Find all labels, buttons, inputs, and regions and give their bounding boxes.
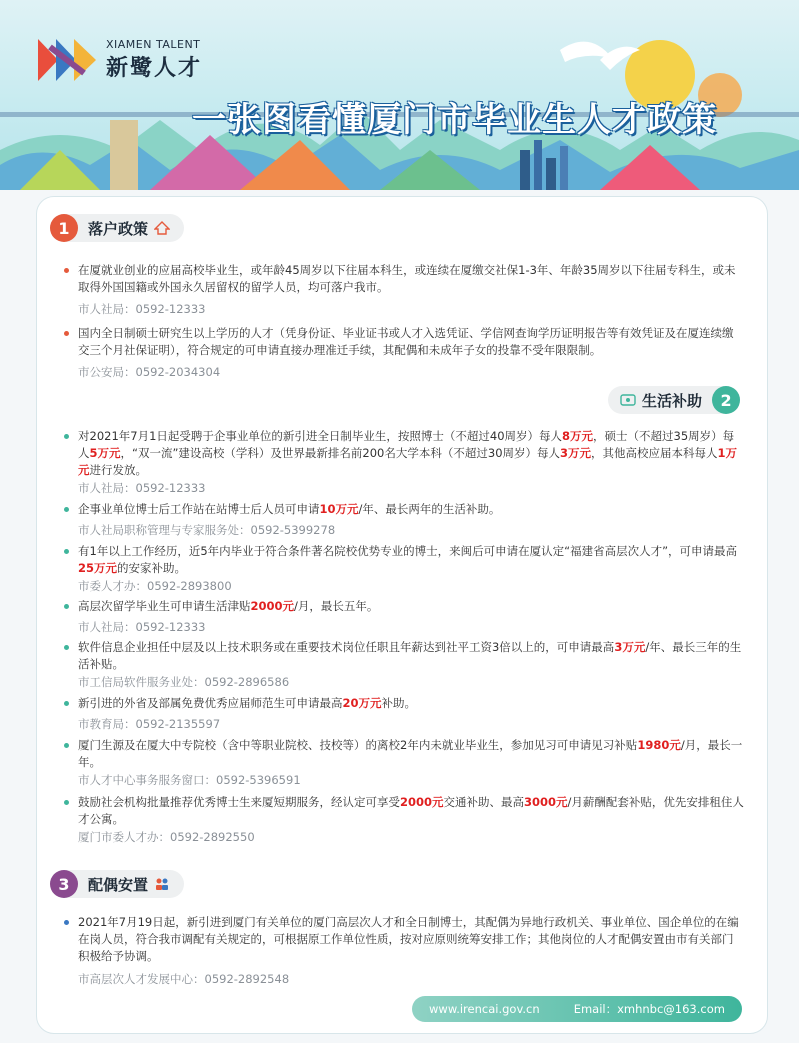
contact-line: 市公安局：0592-2034304: [78, 365, 221, 379]
highlight-amount: 10万元: [319, 502, 359, 516]
text-segment: 企事业单位博士后工作站在站博士后人员可申请: [78, 502, 320, 516]
list-item: [64, 325, 744, 359]
bullet: [64, 268, 69, 273]
text-segment: ，其他高校应届本科每人: [591, 446, 718, 460]
item-rich-text: [78, 695, 744, 712]
contact-line: 市高层次人才发展中心：0592-2892548: [78, 972, 290, 986]
logo-icon: [38, 39, 96, 81]
money-icon: [620, 393, 636, 407]
content-card: [36, 196, 768, 1034]
text-segment: 交通补助、最高: [443, 795, 525, 809]
item-rich-text: [78, 598, 744, 615]
highlight-amount: 5万元: [89, 446, 121, 460]
footer-bar: [412, 996, 742, 1022]
text-segment: 高层次留学毕业生可申请生活津贴: [78, 599, 251, 613]
section-pill: [608, 386, 740, 414]
highlight-amount: 1万元: [78, 446, 738, 477]
website-link[interactable]: www.irencai.gov.cn: [429, 1002, 540, 1016]
bullet: [64, 645, 69, 650]
item-text: 2021年7月19日起，新引进到厦门有关单位的厦门高层次人才和全日制博士，其配偶为异地行政机关、事业单位、国企单位的在编在岗人员，符合我市调配有关规定的，可根据原工作单位性质，按对应原则统筹安排工作；其他岗位的人才配偶安置由市有关部门积极给予协调。: [78, 915, 739, 963]
text-segment: 鼓励社会机构批量推荐优秀博士生来厦短期服务，经认定可享受: [78, 795, 400, 809]
header-banner: [0, 0, 799, 190]
house-icon: [154, 221, 170, 235]
list-item: [64, 598, 744, 615]
text-segment: 的安家补助。: [117, 561, 187, 575]
brand-logo: [38, 38, 202, 82]
text-segment: /月，最长一年。: [78, 738, 743, 769]
section-title: 生活补助: [642, 391, 703, 410]
bullet: [64, 800, 69, 805]
list-item: [64, 695, 744, 712]
bullet: [64, 701, 69, 706]
bullet: [64, 920, 69, 925]
item-rich-text: [78, 639, 744, 673]
highlight-amount: 2000元: [250, 599, 295, 613]
section-pill: [50, 870, 184, 898]
contact-line: 市人社局职称管理与专家服务处：0592-5399278: [78, 523, 336, 537]
contact-line: 厦门市委人才办：0592-2892550: [78, 830, 255, 844]
bullet: [64, 434, 69, 439]
list-item: [64, 262, 744, 296]
bullet: [64, 604, 69, 609]
section-header-3: [50, 870, 184, 898]
text-segment: /月薪酬配套补贴，优先安排租住人才公寓。: [78, 795, 744, 826]
bullet: [64, 331, 69, 336]
item-rich-text: [78, 543, 744, 577]
bullet: [64, 743, 69, 748]
email-link[interactable]: Email：xmhnbc@163.com: [573, 1002, 725, 1016]
text-segment: ，“双一流”建设高校（学科）及世界最新排名前200名大学本科（不超过30周岁）每人: [120, 446, 561, 460]
section-header-2: [608, 386, 740, 414]
item-rich-text: [78, 501, 744, 518]
contact-line: 市人社局：0592-12333: [78, 481, 206, 495]
text-segment: ，硕士（不超过35周岁）每人: [78, 429, 735, 460]
highlight-amount: 3000元: [524, 795, 568, 809]
highlight-amount: 25万元: [78, 561, 118, 575]
text-segment: 厦门生源及在厦大中专院校（含中等职业院校、技校等）的离校2年内未就业毕业生，参加见习可申请见习补贴: [78, 738, 638, 752]
contact-line: 市工信局软件服务业处：0592-2896586: [78, 675, 290, 689]
list-item: [64, 428, 744, 479]
item-text: 国内全日制硕士研究生以上学历的人才（凭身份证、毕业证书或人才入选凭证、学信网查询学历证明报告等有效凭证及在厦连续缴交三个月社保证明），符合规定的可申请直接办理准迁手续，其配偶和未成年子女的投靠不受年限限制。: [78, 326, 734, 357]
highlight-amount: 8万元: [562, 429, 594, 443]
list-item: [64, 501, 744, 518]
list-item: [64, 543, 744, 577]
section-number: 1: [50, 214, 78, 242]
list-item: [64, 794, 744, 828]
section-header-1: [50, 214, 184, 242]
contact-line: 市人才中心事务服务窗口：0592-5396591: [78, 773, 301, 787]
text-segment: 进行发放。: [89, 463, 147, 477]
logo-text-cn: 新鹭人才: [106, 56, 203, 81]
bullet: [64, 549, 69, 554]
list-item: [64, 737, 744, 771]
couple-icon: [154, 877, 170, 891]
contact-line: 市教育局：0592-2135597: [78, 717, 221, 731]
highlight-amount: 2000元: [400, 795, 444, 809]
logo-text-en: XIAMEN TALENT: [106, 38, 201, 51]
item-rich-text: [78, 794, 744, 828]
section-title: 配偶安置: [88, 875, 149, 894]
text-segment: 补助。: [381, 696, 417, 710]
section-pill: [50, 214, 184, 242]
bullet: [64, 507, 69, 512]
text-segment: /年、最长两年的生活补助。: [358, 502, 501, 516]
contact-line: 市人社局：0592-12333: [78, 302, 206, 316]
list-item: [64, 914, 744, 965]
item-rich-text: [78, 737, 744, 771]
text-segment: /月，最长五年。: [294, 599, 379, 613]
list-item: [64, 639, 744, 673]
text-segment: 对2021年7月1日起受聘于企事业单位的新引进全日制毕业生，按照博士（不超过40周岁）每人: [78, 429, 563, 443]
highlight-amount: 3万元: [560, 446, 592, 460]
text-segment: 软件信息企业担任中层及以上技术职务或在重要技术岗位任职且年薪达到社平工资3倍以上的，可申请最高: [78, 640, 615, 654]
section-number: 3: [50, 870, 78, 898]
text-segment: 有1年以上工作经历，近5年内毕业于符合条件著名院校优势专业的博士，来闽后可申请在厦认定“福建省高层次人才”，可申请最高: [78, 544, 738, 558]
page-title: 一张图看懂厦门市毕业生人才政策: [192, 100, 717, 140]
highlight-amount: 20万元: [342, 696, 382, 710]
highlight-amount: 3万元: [614, 640, 646, 654]
contact-line: 市人社局：0592-12333: [78, 620, 206, 634]
item-text: 在厦就业创业的应届高校毕业生，或年龄45周岁以下往届本科生，或连续在厦缴交社保1-3年、年龄35周岁以下往届专科生，或未取得外国国籍或外国永久居留权的留学人员，均可落户我市。: [78, 263, 736, 294]
text-segment: 新引进的外省及部属免费优秀应届师范生可申请最高: [78, 696, 343, 710]
section-title: 落户政策: [88, 219, 149, 238]
text-segment: /年、最长三年的生活补贴。: [78, 640, 742, 671]
section-number: 2: [712, 386, 740, 414]
item-rich-text: [78, 428, 744, 479]
highlight-amount: 1980元: [637, 738, 681, 752]
contact-line: 市委人才办：0592-2893800: [78, 579, 232, 593]
